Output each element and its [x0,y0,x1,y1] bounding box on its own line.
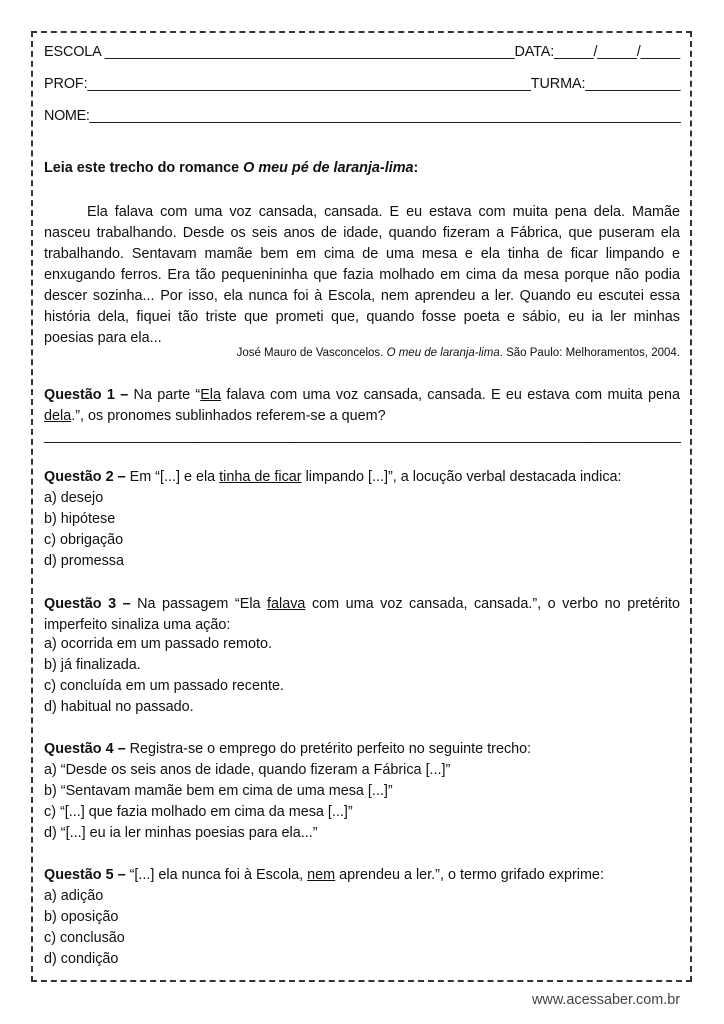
passage-line: descer sozinha... Por isso, ela nunca foi à Escola, nem aprendeu a ler. Quando eu escutei essa [44,288,680,304]
q5-option-b[interactable]: b) oposição [44,909,119,925]
q3-option-a[interactable]: a) ocorrida em um passado remoto. [44,636,272,652]
intro-heading [44,160,418,176]
citation [237,347,680,359]
q2-option-c[interactable]: c) obrigação [44,532,124,548]
q2-option-d[interactable]: d) promessa [44,553,124,569]
q5-option-c[interactable]: c) conclusão [44,930,125,946]
intro-prefix: Leia este trecho do romance [44,160,244,176]
q1-underlined-1: Ela [200,387,221,403]
q2-text-1: Em “[...] e ela [125,469,220,485]
question-3 [44,594,680,636]
passage-line: trabalhando. Sentavam mamãe bem em cima de uma mesa e ela tinha de ficar limpando e [44,246,680,262]
q5-text-2: aprendeu a ler.”, o termo grifado exprime: [335,867,604,883]
escola-data-line: ESCOLA ____________________________________________________DATA:_____/_____/_____ [44,44,681,60]
q3-text-1: Na passagem “Ela [130,596,268,612]
q1-text-2: falava com uma voz cansada, cansada. E eu estava com muita pena [221,387,680,403]
q2-text-2: limpando [...]”, a locução verbal destacada indica: [301,469,622,485]
question-4 [44,741,531,757]
q5-option-a[interactable]: a) adição [44,888,104,904]
passage [44,202,680,349]
q5-text-1: “[...] ela nunca foi à Escola, [125,867,308,883]
q2-underlined: tinha de ficar [219,469,302,485]
passage-line: enxugando ferros. Era tão pequenininha que fazia molhado em cima da mesa porque não podia [44,267,680,283]
q4-option-c[interactable]: c) “[...] que fazia molhado em cima da mesa [...]” [44,804,353,820]
q3-text-2: com uma voz cansada, cansada.”, o verbo no pretérito [305,596,680,612]
intro-suffix: : [413,160,419,176]
q4-option-d[interactable]: d) “[...] eu ia ler minhas poesias para ela...” [44,825,318,841]
prof-turma-line: PROF:________________________________________________________TURMA:____________ [44,76,681,92]
question-4-label: Questão 4 – [44,741,126,757]
citation-title: O meu de laranja-lima [386,347,500,359]
question-5 [44,867,604,883]
question-1-line-2 [44,406,680,427]
q5-underlined: nem [307,867,336,883]
question-5-label: Questão 5 – [44,867,126,883]
question-1-line-1 [44,385,680,406]
q3-option-c[interactable]: c) concluída em um passado recente. [44,678,284,694]
q2-option-b[interactable]: b) hipótese [44,511,116,527]
passage-line: nasceu trabalhando. Desde os seis anos de idade, quando fizeram a Fábrica, que puseram ela [44,225,680,241]
passage-line: poesias para ela... [44,330,162,346]
citation-rest: . São Paulo: Melhoramentos, 2004. [499,347,680,359]
question-3-line-2: imperfeito sinaliza uma ação: [44,617,231,633]
passage-line: história dela, fiquei tão triste que prometi que, quando fosse poeta e sábio, eu ia ler minhas [44,309,680,325]
q4-option-b[interactable]: b) “Sentavam mamãe bem em cima de uma mesa [...]” [44,783,393,799]
question-1-label: Questão 1 – [44,387,129,403]
q4-text-1: Registra-se o emprego do pretérito perfeito no seguinte trecho: [125,741,532,757]
q5-option-d[interactable]: d) condição [44,951,119,967]
question-3-line-1 [44,594,680,615]
q1-text-3: .”, os pronomes sublinhados referem-se a quem? [71,408,386,424]
question-3-label: Questão 3 – [44,596,131,612]
q3-option-d[interactable]: d) habitual no passado. [44,699,194,715]
nome-line: NOME:_____________________________________________________________________________ [44,108,681,124]
question-2 [44,469,622,485]
q3-underlined: falava [267,596,306,612]
q4-option-a[interactable]: a) “Desde os seis anos de idade, quando fizeram a Fábrica [...]” [44,762,451,778]
q2-option-a[interactable]: a) desejo [44,490,104,506]
passage-line: Ela falava com uma voz cansada, cansada. E eu estava com muita pena dela. Mamãe [87,204,680,220]
question-1 [44,385,680,427]
footer-site[interactable]: www.acessaber.com.br [532,992,680,1008]
q1-text-1: Na parte “ [128,387,201,403]
q3-option-b[interactable]: b) já finalizada. [44,657,141,673]
citation-author: José Mauro de Vasconcelos. [236,347,387,359]
intro-title: O meu pé de laranja-lima [243,160,414,176]
q1-underlined-2: dela [44,408,72,424]
question-2-label: Questão 2 – [44,469,126,485]
answer-line[interactable]: ______________________________________________________________________________________ [44,428,681,444]
